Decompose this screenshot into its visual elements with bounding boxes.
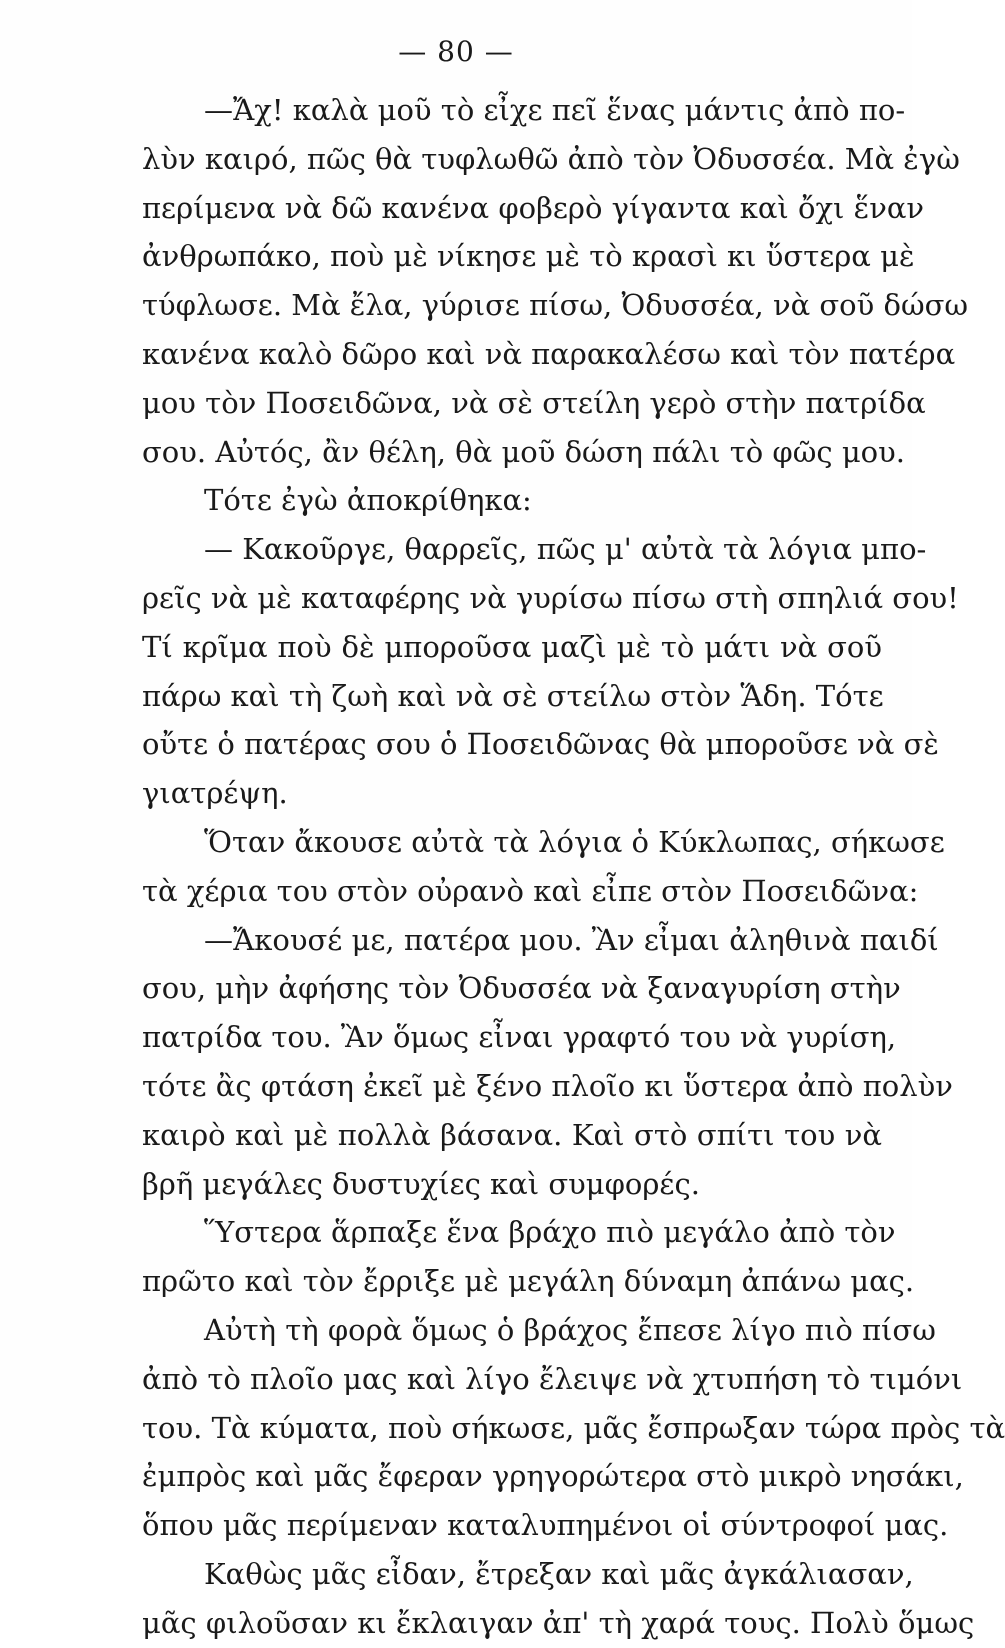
text-line: πρῶτο καὶ τὸν ἔρριξε μὲ μεγάλη δύναμη ἀπάνω μας. bbox=[142, 1264, 915, 1299]
text-line: οὔτε ὁ πατέρας σου ὁ Ποσειδῶνας θὰ μποροῦσε νὰ σὲ bbox=[142, 727, 939, 762]
text-line: τότε ἂς φτάση ἐκεῖ μὲ ξένο πλοῖο κι ὕστερα ἀπὸ πολὺν bbox=[142, 1068, 953, 1103]
text-line: βρῆ μεγάλες δυστυχίες καὶ συμφορές. bbox=[142, 1166, 700, 1201]
text-line: Καθὼς μᾶς εἶδαν, ἔτρεξαν καὶ μᾶς ἀγκάλιασαν, bbox=[204, 1556, 914, 1591]
text-line: περίμενα νὰ δῶ κανένα φοβερὸ γίγαντα καὶ ὄχι ἕναν bbox=[142, 190, 925, 225]
text-line: γιατρέψη. bbox=[142, 776, 288, 811]
text-line: κανένα καλὸ δῶρο καὶ νὰ παρακαλέσω καὶ τὸν πατέρα bbox=[142, 336, 956, 371]
text-line: Τί κρῖμα ποὺ δὲ μποροῦσα μαζὶ μὲ τὸ μάτι νὰ σοῦ bbox=[142, 629, 882, 664]
text-line: μου τὸν Ποσειδῶνα, νὰ σὲ στείλη γερὸ στὴν πατρίδα bbox=[142, 385, 926, 420]
text-line: μᾶς φιλοῦσαν κι ἔκλαιγαν ἀπ' τὴ χαρά τους. Πολὺ ὅμως bbox=[142, 1605, 975, 1640]
text-line: ρεῖς νὰ μὲ καταφέρης νὰ γυρίσω πίσω στὴ σπηλιά σου! bbox=[142, 580, 959, 615]
text-line: —Ἄκουσέ με, πατέρα μου. Ἂν εἶμαι ἀληθινὰ παιδί bbox=[204, 922, 939, 957]
text-line: Ὕστερα ἅρπαξε ἕνα βράχο πιὸ μεγάλο ἀπὸ τὸν bbox=[204, 1215, 896, 1250]
text-line: τὰ χέρια του στὸν οὐρανὸ καὶ εἶπε στὸν Ποσειδῶνα: bbox=[142, 873, 919, 908]
text-line: — Κακοῦργε, θαρρεῖς, πῶς μ' αὐτὰ τὰ λόγια μπο- bbox=[204, 532, 927, 567]
text-line: Τότε ἐγὼ ἀποκρίθηκα: bbox=[204, 483, 532, 518]
text-line: ἀνθρωπάκο, ποὺ μὲ νίκησε μὲ τὸ κρασὶ κι ὕστερα μὲ bbox=[142, 239, 915, 274]
page-number: — 80 — bbox=[398, 35, 514, 68]
text-line: ἀπὸ τὸ πλοῖο μας καὶ λίγο ἔλειψε νὰ χτυπήση τὸ τιμόνι bbox=[142, 1361, 963, 1396]
text-line: πατρίδα του. Ἂν ὅμως εἶναι γραφτό του νὰ γυρίση, bbox=[142, 1020, 897, 1055]
text-line: του. Τὰ κύματα, ποὺ σήκωσε, μᾶς ἔσπρωξαν τώρα πρὸς τὰ bbox=[142, 1410, 1005, 1445]
text-line: πάρω καὶ τὴ ζωὴ καὶ νὰ σὲ στείλω στὸν Ἅδη. Τότε bbox=[142, 678, 884, 713]
text-line: σου. Αὐτός, ἂν θέλη, θὰ μοῦ δώση πάλι τὸ φῶς μου. bbox=[142, 434, 905, 469]
body-text bbox=[142, 86, 1005, 1648]
text-line: τύφλωσε. Μὰ ἔλα, γύρισε πίσω, Ὀδυσσέα, νὰ σοῦ δώσω bbox=[142, 288, 969, 323]
text-line: καιρὸ καὶ μὲ πολλὰ βάσανα. Καὶ στὸ σπίτι του νὰ bbox=[142, 1117, 882, 1152]
text-line: Αὐτὴ τὴ φορὰ ὅμως ὁ βράχος ἔπεσε λίγο πιὸ πίσω bbox=[204, 1312, 936, 1347]
text-line: ἐμπρὸς καὶ μᾶς ἔφεραν γρηγορώτερα στὸ μικρὸ νησάκι, bbox=[142, 1459, 964, 1494]
text-line: —Ἄχ! καλὰ μοῦ τὸ εἶχε πεῖ ἕνας μάντις ἀπὸ πο- bbox=[204, 93, 906, 127]
text-line: σου, μὴν ἀφήσης τὸν Ὀδυσσέα νὰ ξαναγυρίση στὴν bbox=[142, 971, 901, 1006]
text-line: λὺν καιρό, πῶς θὰ τυφλωθῶ ἀπὸ τὸν Ὀδυσσέα. Μὰ ἐγὼ bbox=[142, 141, 960, 176]
text-line: ὅπου μᾶς περίμεναν καταλυπημένοι οἱ σύντροφοί μας. bbox=[142, 1508, 949, 1543]
text-line: Ὅταν ἄκουσε αὐτὰ τὰ λόγια ὁ Κύκλωπας, σήκωσε bbox=[204, 824, 945, 859]
